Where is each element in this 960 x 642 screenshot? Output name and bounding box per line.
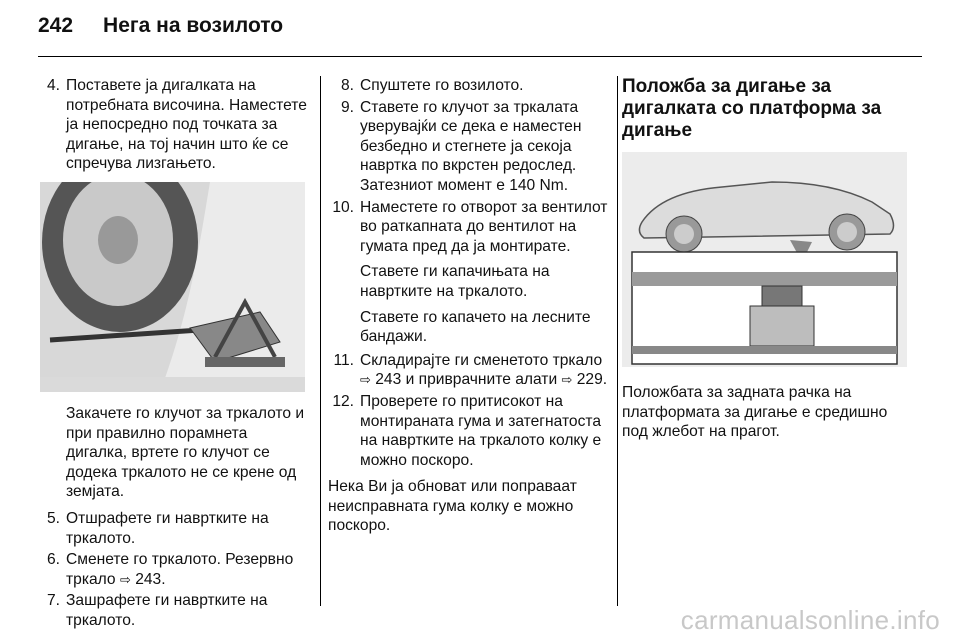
step-text: Отшрафете ги навртките на тркалото. bbox=[66, 509, 269, 547]
step-number: 9. bbox=[340, 98, 354, 116]
list-item bbox=[40, 550, 308, 589]
closing-paragraph: Нека Ви ја обноват или поправаат неисправната гума колку е можно поскоро. bbox=[328, 478, 577, 535]
jack-illustration bbox=[40, 182, 305, 392]
figure-caption: Положбата за задната рачка на платформата за дигање е средишно под жлебот на прагот. bbox=[622, 384, 888, 441]
jack-scene-image bbox=[40, 182, 305, 392]
list-item bbox=[328, 98, 610, 196]
page-reference-link[interactable]: 229 bbox=[576, 371, 603, 389]
section-heading: Положба за дигање за дигалката со платформа за дигање bbox=[622, 76, 882, 141]
lift-platform-illustration bbox=[622, 152, 907, 367]
step-text: Складирајте ги сменетото тркало ⇨ 243 и приврачните алати ⇨ 229. bbox=[360, 351, 608, 389]
step-number: 10. bbox=[332, 198, 354, 216]
list-item bbox=[328, 351, 610, 390]
step-text: Сменете го тркалото. Резервно тркало ⇨ 243. bbox=[66, 551, 294, 588]
reference-arrow-icon: ⇨ bbox=[360, 372, 371, 388]
step-number: 7. bbox=[46, 592, 60, 610]
step-10-note: Ставете го капачето на лесните бандажи. bbox=[360, 308, 591, 346]
column-1 bbox=[40, 76, 308, 633]
step-number: 4. bbox=[46, 77, 60, 94]
car-lift-image bbox=[622, 152, 907, 367]
list-item bbox=[40, 76, 308, 174]
page-title: Нега на возилото bbox=[103, 14, 284, 37]
step-text: Зашрафете ги навртките на тркалото. bbox=[66, 592, 268, 629]
step-text: Проверете го притисокот на монтираната гума и затегнатоста на навртките на тркалото колку е можно поскоро. bbox=[360, 392, 602, 469]
header-rule bbox=[38, 56, 922, 57]
step-10-note: Ставете ги капачињата на навртките на тркалото. bbox=[360, 263, 550, 300]
step-number: 5. bbox=[46, 509, 60, 527]
list-item bbox=[40, 509, 308, 548]
list-item bbox=[328, 76, 610, 96]
reference-arrow-icon: ⇨ bbox=[561, 372, 573, 388]
page-number: 242 bbox=[38, 14, 74, 37]
step-number: 6. bbox=[46, 551, 60, 569]
step-number: 12. bbox=[332, 392, 354, 410]
page-header bbox=[38, 14, 283, 48]
step-text: Ставете го клучот за тркалата уверувајќи се дека е наместен безбедно и стегнете ја секоја навртка по вкрстен редослед. Затезниот момент е 140 Nm. bbox=[360, 98, 582, 194]
column-3 bbox=[622, 76, 907, 442]
step-text: Поставете ја дигалката на потребната височина. Наместете ја непосредно под точката за дигање, на тој начин што ќе се спречува лизгањето. bbox=[66, 77, 307, 173]
step-text: Спуштете го возилото. bbox=[360, 77, 524, 94]
watermark: carmanualsonline.info bbox=[680, 605, 940, 635]
list-item bbox=[328, 198, 610, 257]
step-text: Наместете го отворот за вентилот во раткапната до вентилот на гумата пред да ја монтирате. bbox=[360, 198, 608, 255]
step-number: 11. bbox=[333, 351, 354, 369]
column-divider bbox=[320, 76, 321, 606]
list-item bbox=[40, 591, 308, 630]
page-reference-link[interactable]: 243 bbox=[135, 570, 162, 588]
reference-arrow-icon: ⇨ bbox=[119, 571, 131, 587]
step-4-continuation: Закачете го клучот за тркалото и при правилно порамнета дигалка, вртете го клучот се додека тркалото не се крене од земјата. bbox=[66, 404, 305, 501]
step-number: 8. bbox=[340, 77, 354, 94]
page-reference-link[interactable]: 243 bbox=[375, 371, 402, 389]
column-divider bbox=[617, 76, 618, 606]
column-2 bbox=[328, 76, 610, 536]
list-item bbox=[328, 392, 610, 470]
